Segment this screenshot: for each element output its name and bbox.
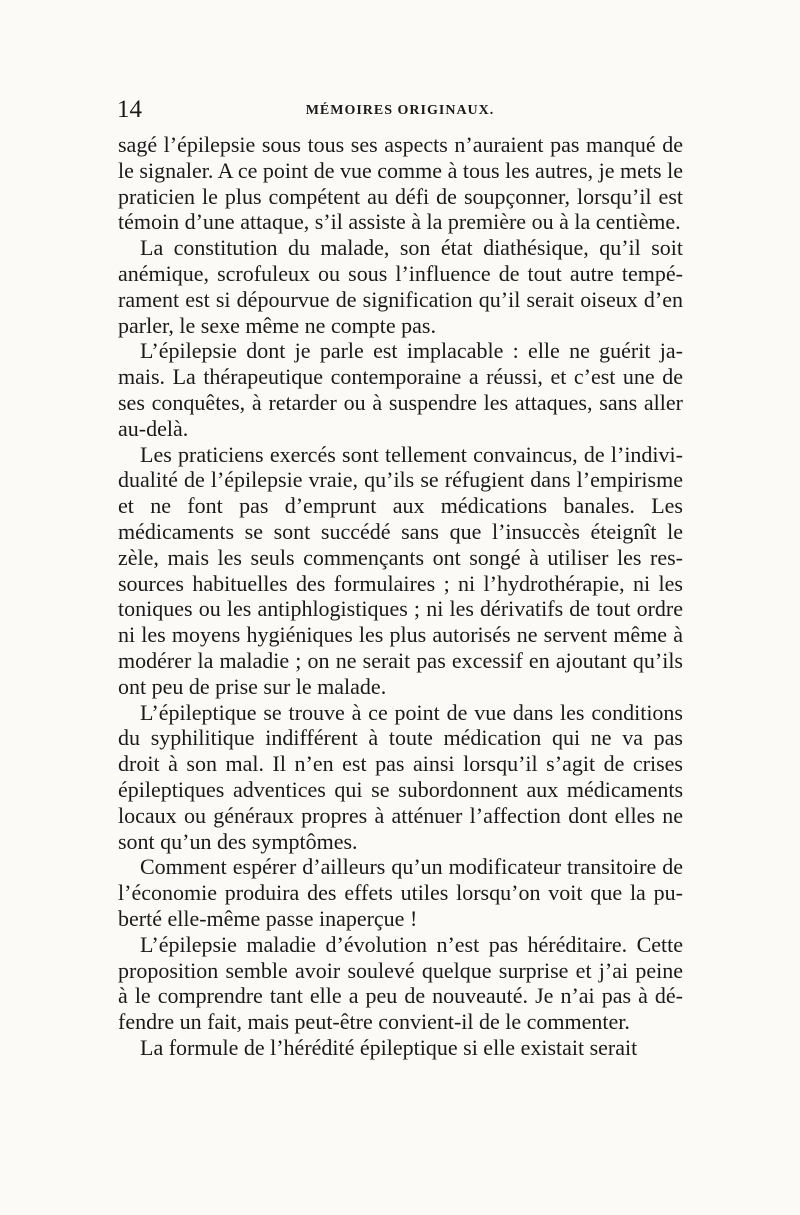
paragraph: Les praticiens exercés sont tellement convaincus, de l’individualité de l’épilepsie vraie, qu’ils se réfugient dans l’empirisme et ne font pas d’emprunt aux médications banales. Les médicaments se sont succédé sans que l’insuccès éteignît le zèle, mais les seuls commençants ont songé à utiliser les ressources habituelles des formulaires ; ni l’hydrothérapie, ni les toniques ou les antiphlogistiques ; ni les dérivatifs de tout ordre ni les moyens hygiéniques les plus autorisés ne servent même à modérer la maladie ; on ne serait pas excessif en ajoutant qu’ils ont peu de prise sur le malade.	[118, 441, 683, 699]
paragraph: L’épilepsie maladie d’évolution n’est pas héréditaire. Cette proposition semble avoir soulevé quelque surprise et j’ai peine à le comprendre tant elle a peu de nouveauté. Je n’ai pas à défendre un fait, mais peut-être convient-il de le commenter.	[118, 931, 683, 1035]
paragraph: Comment espérer d’ailleurs qu’un modificateur transitoire de l’économie produira des effets utiles lorsqu’on voit que la puberté elle-même passe inaperçue !	[118, 854, 683, 931]
page-number: 14	[117, 96, 142, 123]
paragraph: La formule de l’hérédité épileptique si elle existait serait	[140, 1034, 638, 1060]
paragraph: L’épileptique se trouve à ce point de vue dans les conditions du syphilitique indifférent à toute médication qui ne va pas droit à son mal. Il n’en est pas ainsi lorsqu’il s’agit de crises épileptiques adventices qui se subordonnent aux médicaments locaux ou généraux propres à atténuer l’affection dont elles ne sont qu’un des symptômes.	[118, 699, 683, 854]
paragraph: sagé l’épilepsie sous tous ses aspects n’auraient pas manqué de le signaler. A ce point de vue comme à tous les autres, je mets le praticien le plus compétent au défi de soupçonner, lorsqu’il est témoin d’une attaque, s’il assiste à la première ou à la centième.	[118, 132, 683, 235]
paragraph: L’épilepsie dont je parle est implacable : elle ne guérit jamais. La thérapeutique contemporaine a réussi, et c’est une de ses conquêtes, à retarder ou à suspendre les attaques, sans aller au-delà.	[118, 338, 683, 441]
running-title: MÉMOIRES ORIGINAUX.	[305, 103, 495, 118]
paragraph: La constitution du malade, son état diathésique, qu’il soit anémique, scrofuleux ou sous l’influence de tout autre tempérament est si dépourvue de signification qu’il serait oiseux d’en parler, le sexe même ne compte pas.	[118, 235, 683, 338]
body-text	[118, 132, 683, 1061]
